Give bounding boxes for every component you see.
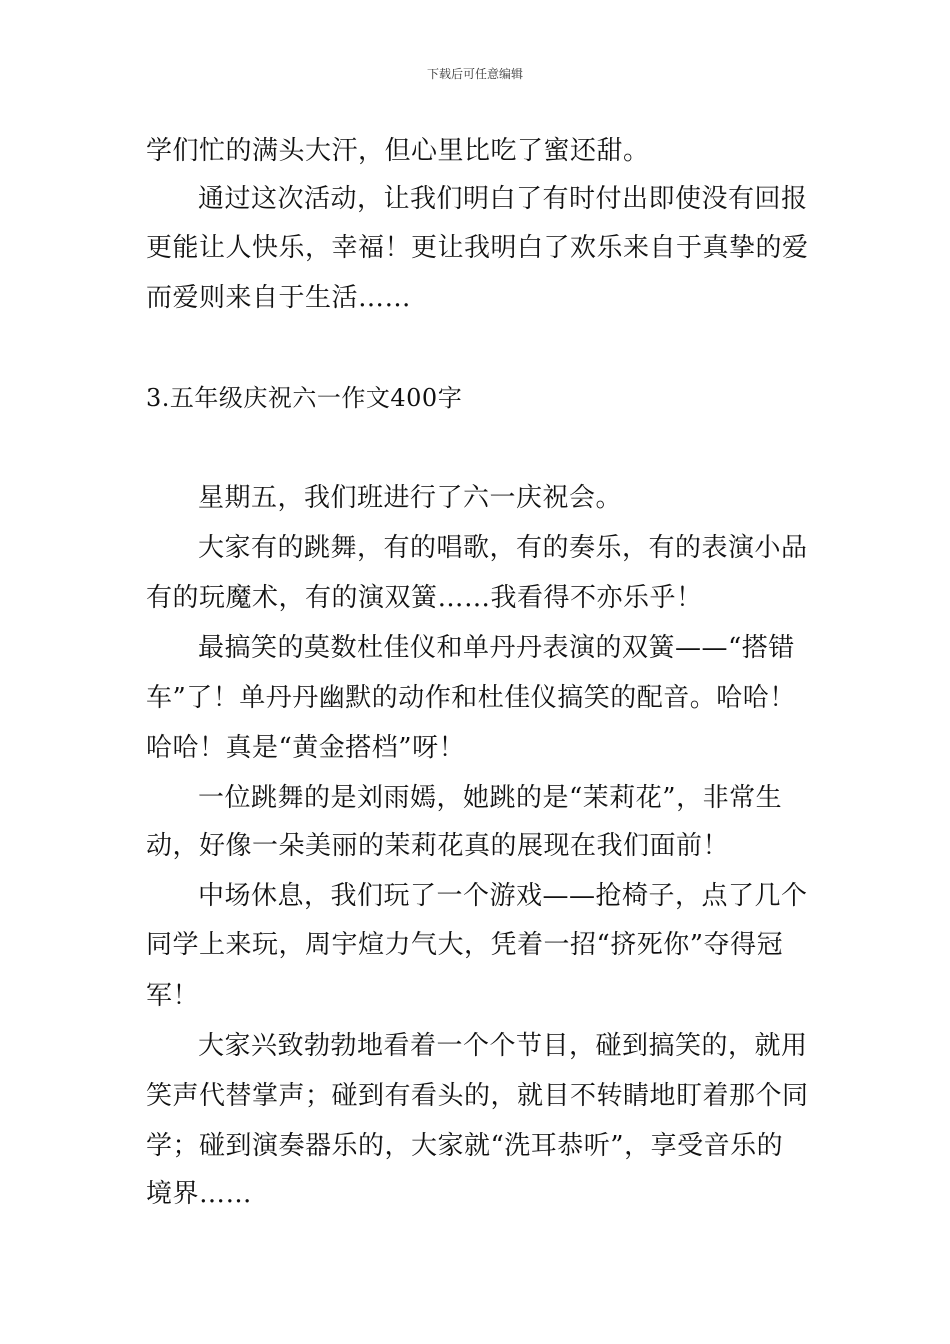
text-line: 大家有的跳舞，有的唱歌，有的奏乐，有的表演小品: [198, 533, 808, 563]
text-line: 学们忙的满头大汗，但心里比吃了蜜还甜。: [146, 136, 650, 166]
text-line: 一位跳舞的是刘雨嫣，她跳的是“茉莉花”，非常生: [198, 783, 783, 813]
text-line: 军！: [146, 981, 200, 1011]
text-line: 哈哈！真是“黄金搭档”呀！: [146, 733, 466, 763]
text-line: 同学上来玩，周宇煊力气大，凭着一招“挤死你”夺得冠: [146, 930, 784, 960]
text-line: 车”了！单丹丹幽默的动作和杜佳仪搞笑的配音。哈哈！: [146, 683, 796, 713]
text-line: 星期五，我们班进行了六一庆祝会。: [198, 483, 623, 513]
section-heading: 3.五年级庆祝六一作文400字: [146, 384, 463, 412]
text-line: 有的玩魔术，有的演双簧……我看得不亦乐乎！: [146, 583, 703, 613]
text-line: 动，好像一朵美丽的茉莉花真的展现在我们面前！: [146, 831, 730, 861]
text-line: 大家兴致勃勃地看着一个个节目，碰到搞笑的，就用: [198, 1031, 808, 1061]
text-line: 学；碰到演奏器乐的，大家就“洗耳恭听”，享受音乐的: [146, 1131, 784, 1161]
text-line: 境界……: [146, 1179, 253, 1209]
text-line: 最搞笑的莫数杜佳仪和单丹丹表演的双簧——“搭错: [198, 633, 795, 663]
text-line: 笑声代替掌声；碰到有看头的，就目不转睛地盯着那个同: [146, 1081, 809, 1111]
text-line: 中场休息，我们玩了一个游戏——抢椅子，点了几个: [198, 881, 808, 911]
text-line: 而爱则来自于生活……: [146, 283, 412, 313]
text-line: 更能让人快乐，幸福！更让我明白了欢乐来自于真挚的爱: [146, 233, 809, 263]
text-line: 通过这次活动，让我们明白了有时付出即使没有回报: [198, 184, 808, 214]
page-header: 下载后可任意编辑: [426, 67, 523, 81]
